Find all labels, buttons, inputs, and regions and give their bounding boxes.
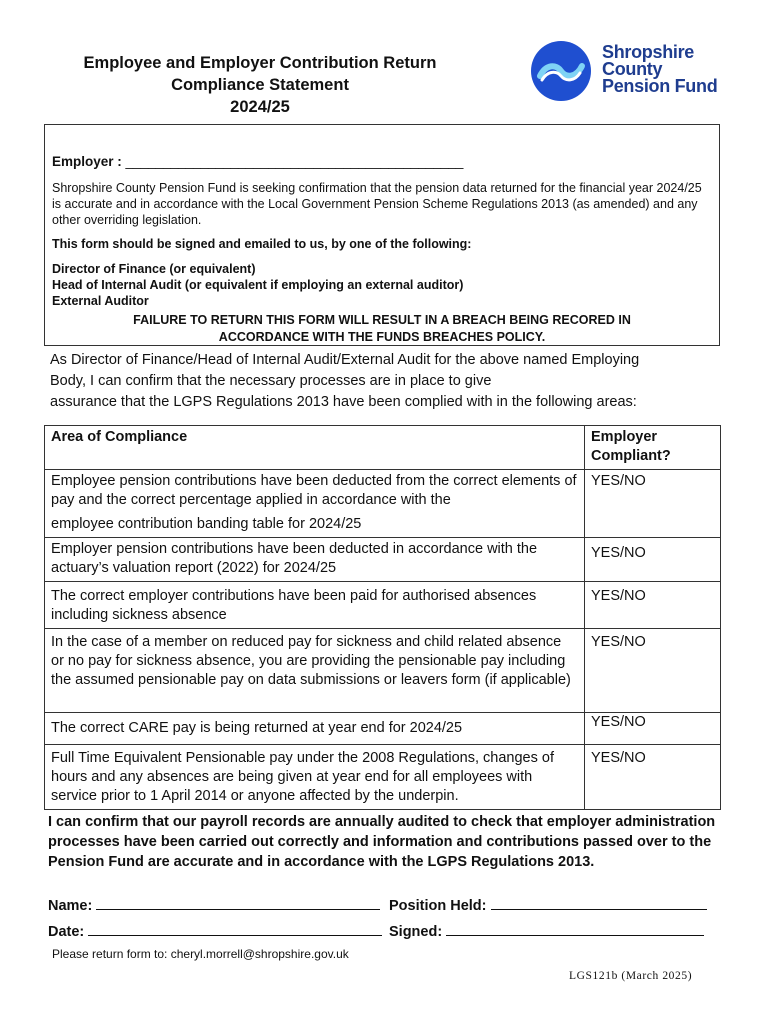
signer-item: External Auditor — [52, 294, 149, 308]
answer-cell[interactable]: YES/NO — [585, 582, 721, 629]
answer-cell[interactable]: YES/NO — [585, 629, 721, 713]
header-compliant — [585, 426, 721, 470]
purpose-paragraph: Shropshire County Pension Fund is seeking confirmation that the pension data returned for the financial year 2024/25 is accurate and in accordance with the Local Government Pension Scheme Regulations 2013 (as amended) and any other overriding legislation. — [52, 181, 702, 227]
logo-text — [602, 44, 717, 95]
name-input-line[interactable] — [96, 895, 380, 910]
signer-list — [52, 261, 714, 309]
table-row — [45, 538, 721, 582]
area-cell: Full Time Equivalent Pensionable pay under the 2008 Regulations, changes of hours and any absences are being given at year end for all employees with service prior to 1 April 2014 or anyone affected by the underpin. — [45, 745, 585, 810]
intro-line-3: assurance that the LGPS Regulations 2013 have been complied with in the following areas: — [50, 394, 637, 410]
position-input-line[interactable] — [491, 895, 707, 910]
answer-cell[interactable]: YES/NO — [585, 470, 721, 538]
position-label: Position Held: — [389, 898, 487, 914]
answer-cell[interactable]: YES/NO — [585, 745, 721, 810]
logo-line-2: County — [602, 59, 663, 79]
form-reference: LGS121b (March 2025) — [569, 970, 693, 982]
audit-confirmation: I can confirm that our payroll records are annually audited to check that employer administration processes have been carried out correctly and information and contributions passed over to the Pension Fund are accurate and in accordance with the LGPS Regulations 2013. — [48, 814, 716, 870]
table-row — [45, 745, 721, 810]
area-cell: In the case of a member on reduced pay for sickness and child related absence or no pay for sickness absence, you are providing the pensionable pay including the assumed pensionable pay on data submissions or leavers form (if applicable) — [45, 629, 585, 713]
warning-line-2: ACCORDANCE WITH THE FUNDS BREACHES POLICY. — [218, 330, 546, 344]
area-cell — [45, 470, 585, 538]
signer-item: Head of Internal Audit (or equivalent if employing an external auditor) — [52, 278, 464, 292]
signature-input-line[interactable] — [446, 921, 704, 936]
return-instructions: Please return form to: cheryl.morrell@shropshire.gov.uk — [52, 947, 349, 961]
table-row — [45, 582, 721, 629]
signed-field[interactable] — [389, 921, 704, 940]
logo-line-1: Shropshire — [602, 42, 695, 62]
name-label: Name: — [48, 898, 93, 914]
date-label: Date: — [48, 924, 85, 940]
confirmation-intro — [50, 350, 715, 413]
area-cell: Employer pension contributions have been deducted in accordance with the actuary’s valuation report (2022) for 2024/25 — [45, 538, 585, 582]
shropshire-pension-fund-logo — [530, 40, 730, 102]
employer-field[interactable] — [52, 154, 463, 170]
table-row — [45, 713, 721, 745]
logo-line-3: Pension Fund — [602, 76, 718, 96]
form-title — [40, 52, 480, 118]
logo-swirl-icon — [530, 40, 592, 102]
title-line-2: Compliance Statement — [171, 76, 349, 94]
area-text: Employee pension contributions have been deducted from the correct elements of pay and the correct percentage applied in accordance with the — [51, 473, 577, 508]
signed-label: Signed: — [389, 924, 443, 940]
answer-cell[interactable]: YES/NO — [585, 713, 721, 745]
compliance-table — [44, 425, 721, 810]
table-row — [45, 629, 721, 713]
area-cell: The correct CARE pay is being returned at year end for 2024/25 — [45, 713, 585, 745]
area-text-cont: employee contribution banding table for 2024/25 — [51, 516, 362, 532]
title-line-3: 2024/25 — [230, 98, 290, 116]
header-compliant-line-1: Employer — [591, 429, 658, 445]
date-input-line[interactable] — [88, 921, 382, 936]
signer-item: Director of Finance (or equivalent) — [52, 262, 256, 276]
sign-instruction: This form should be signed and emailed to us, by one of the following: — [52, 237, 472, 251]
intro-line-1: As Director of Finance/Head of Internal Audit/External Audit for the above named Employing — [50, 352, 640, 368]
table-row — [45, 470, 721, 538]
warning-line-1: FAILURE TO RETURN THIS FORM WILL RESULT IN A BREACH BEING RECORED IN — [133, 313, 631, 327]
employer-blank[interactable]: _____________________________________________ — [125, 154, 464, 169]
header-compliant-line-2: Compliant? — [591, 448, 671, 464]
header-area: Area of Compliance — [45, 426, 585, 470]
employer-label: Employer : — [52, 154, 122, 169]
table-header-row — [45, 426, 721, 470]
date-field[interactable] — [48, 921, 382, 940]
position-field[interactable] — [389, 895, 707, 914]
area-cell: The correct employer contributions have been paid for authorised absences including sickness absence — [45, 582, 585, 629]
answer-cell[interactable]: YES/NO — [585, 538, 721, 582]
intro-line-2: Body, I can confirm that the necessary processes are in place to give — [50, 373, 492, 389]
breach-warning — [44, 312, 720, 346]
name-field[interactable] — [48, 895, 380, 914]
title-line-1: Employee and Employer Contribution Return — [83, 54, 437, 72]
